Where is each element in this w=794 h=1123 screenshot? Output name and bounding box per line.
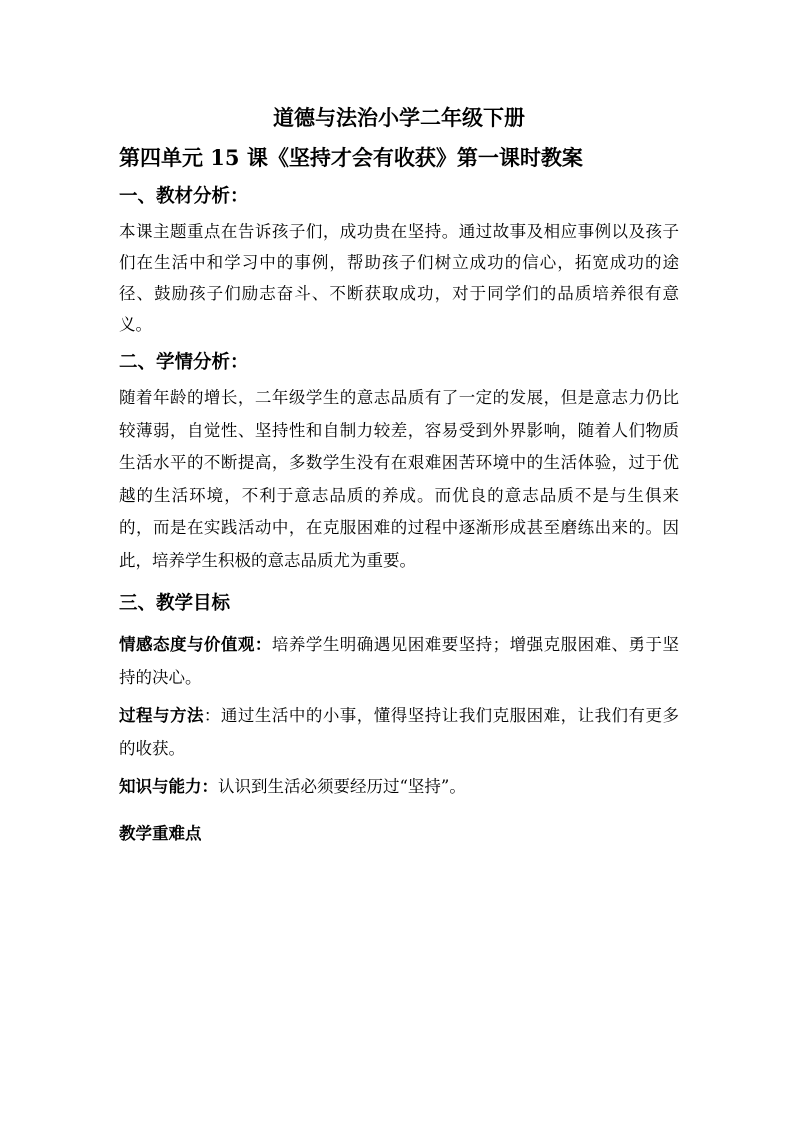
goal-item-emotion (119, 629, 679, 694)
section-heading-textbook-analysis: 一、教材分析： (119, 186, 249, 207)
section-body-student-analysis: 随着年龄的增长，二年级学生的意志品质有了一定的发展，但是意志力仍比较薄弱，自觉性、坚持性和自制力较差，容易受到外界影响，随着人们物质生活水平的不断提高，多数学生没有在艰难困苦环境中的生活体验，过于优越的生活环境，不利于意志品质的养成。而优良的意志品质不是与生俱来的，而是在实践活动中，在克服困难的过程中逐渐形成甚至磨练出来的。因此，培养学生积极的意志品质尤为重要。 (119, 388, 679, 570)
document-title: 道德与法治小学二年级下册 (273, 105, 525, 130)
document-subtitle: 第四单元 15 课《坚持才会有收获》第一课时教案 (119, 145, 583, 170)
section-heading-key-points: 教学重难点 (119, 823, 202, 843)
goal-text: ：通过生活中的小事，懂得坚持让我们克服困难，让我们有更多的收获。 (119, 706, 679, 758)
goal-text: 认识到生活必须要经历过“坚持”。 (218, 777, 466, 796)
goal-label: 情感态度与价值观： (119, 635, 272, 654)
goal-label: 过程与方法 (119, 706, 204, 725)
section-heading-goals: 三、教学目标 (119, 593, 231, 614)
section-body-textbook-analysis: 本课主题重点在告诉孩子们，成功贵在坚持。通过故事及相应事例以及孩子们在生活中和学习中的事例，帮助孩子们树立成功的信心，拓宽成功的途径、鼓励孩子们励志奋斗、不断获取成功，对于同学们的品质培养很有意义。 (119, 222, 679, 334)
document-page (119, 98, 679, 849)
goal-item-knowledge (119, 771, 679, 804)
section-heading-student-analysis: 二、学情分析： (119, 352, 249, 373)
goal-item-process (119, 700, 679, 765)
goal-label: 知识与能力： (119, 777, 218, 796)
goal-text: 培养学生明确遇见困难要坚持；增强克服困难、勇于坚持的决心。 (119, 635, 679, 687)
